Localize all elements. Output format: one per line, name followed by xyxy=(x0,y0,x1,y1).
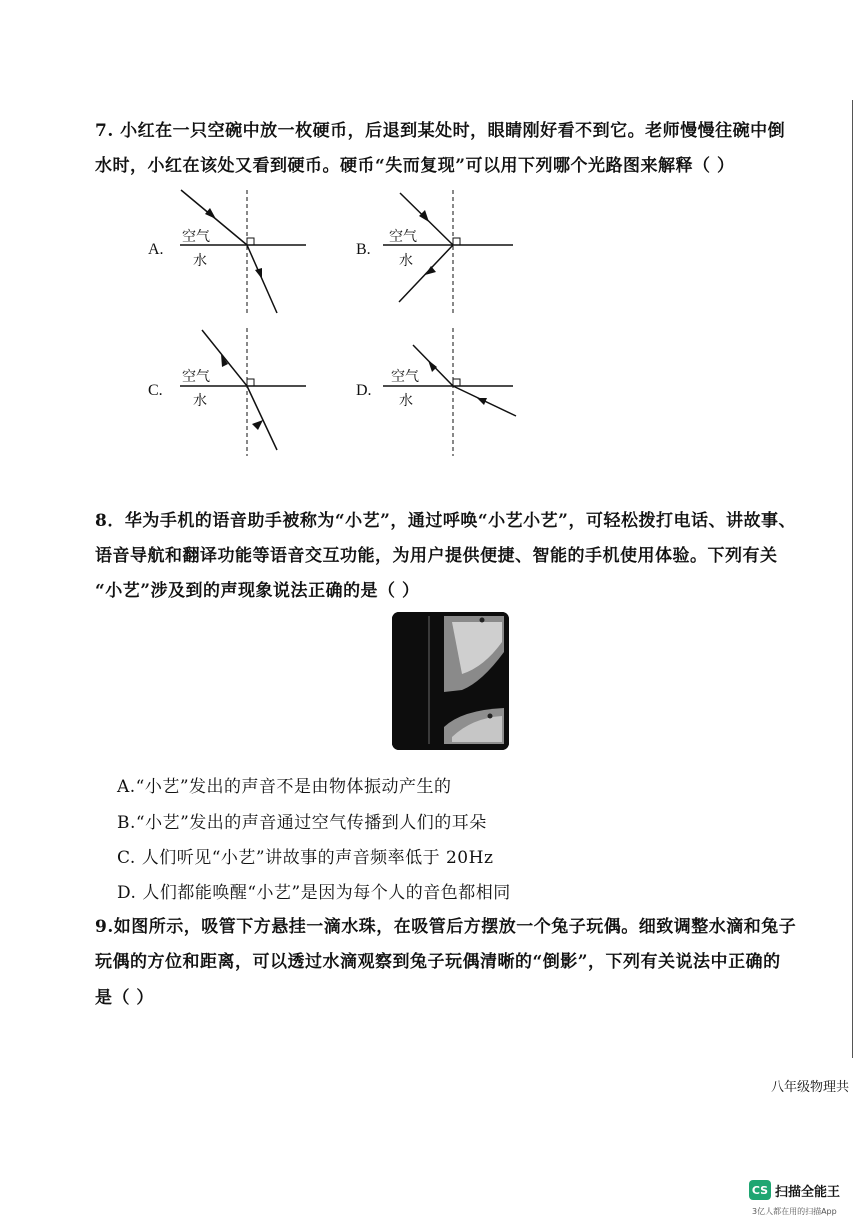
q7-option-d-label[interactable]: D. xyxy=(356,382,372,399)
phone-illustration xyxy=(392,612,509,750)
q9-stem-line2-post: 的 xyxy=(763,952,781,972)
q7-d-air-label: 空气 xyxy=(391,369,419,385)
page-footer-label: 八年级物理共 xyxy=(771,1080,850,1095)
q7-option-c-label[interactable]: C. xyxy=(148,382,163,399)
q7-b-water-label: 水 xyxy=(399,253,413,269)
camscanner-logo-icon: CS xyxy=(749,1180,771,1200)
q7-c-air-label: 空气 xyxy=(182,369,210,385)
q7-option-b-label[interactable]: B. xyxy=(356,241,371,258)
q8-option-b[interactable]: B.“小艺”发出的声音通过空气传播到人们的耳朵 xyxy=(117,813,487,833)
q7-a-water-label: 水 xyxy=(193,253,207,269)
camscanner-brand-name: 扫描全能王 xyxy=(775,1185,841,1200)
q7-option-a-label[interactable]: A. xyxy=(148,241,164,258)
q8-stem-line1: 8．华为手机的语音助手被称为“小艺”，通过呼唤“小艺小艺”，可轻松拨打电话、讲故事、 xyxy=(95,511,796,531)
phone-photo xyxy=(392,612,509,750)
q8-stem-line3-post: 的是（ ） xyxy=(343,581,420,601)
q8-option-c[interactable]: C. 人们听见“小艺”讲故事的声音频率低于 20Hz xyxy=(117,848,494,868)
q7-c-water-label: 水 xyxy=(193,393,207,409)
q7-a-air-label: 空气 xyxy=(182,229,210,245)
q7-d-water-label: 水 xyxy=(399,393,413,409)
q8-stem-line2: 语音导航和翻译功能等语音交互功能，为用户提供便捷、智能的手机使用体验。下列有关 xyxy=(95,546,778,566)
q8-stem-emphasis: 正确 xyxy=(308,581,344,601)
q8-stem-line3-pre: “小艺”涉及到的声现象说法 xyxy=(95,581,309,601)
q7-stem-line1: 7. 小红在一只空碗中放一枚硬币，后退到某处时，眼睛刚好看不到它。老师慢慢往碗中倒 xyxy=(95,121,786,141)
q7-b-air-label: 空气 xyxy=(389,229,417,245)
q9-stem-line2-pre: 玩偶的方位和距离，可以透过水滴观察到兔子玩偶清晰的“倒影”，下列有关说法中 xyxy=(95,952,729,972)
q8-option-a[interactable]: A.“小艺”发出的声音不是由物体振动产生的 xyxy=(117,777,452,797)
q9-stem-line2 xyxy=(95,947,781,972)
q9-stem-line1: 9.如图所示，吸管下方悬挂一滴水珠，在吸管后方摆放一个兔子玩偶。细致调整水滴和兔子 xyxy=(95,917,797,937)
camscanner-tagline: 3亿人都在用的扫描App xyxy=(752,1207,837,1216)
q7-stem-line2: 水时，小红在该处又看到硬币。硬币“失而复现”可以用下列哪个光路图来解释（ ） xyxy=(95,156,735,176)
q9-stem-emphasis: 正确 xyxy=(728,952,764,972)
q9-stem-line3: 是（ ） xyxy=(95,988,154,1008)
q8-stem-line3 xyxy=(95,576,419,601)
q8-option-d[interactable]: D. 人们都能唤醒“小艺”是因为每个人的音色都相同 xyxy=(117,883,511,903)
